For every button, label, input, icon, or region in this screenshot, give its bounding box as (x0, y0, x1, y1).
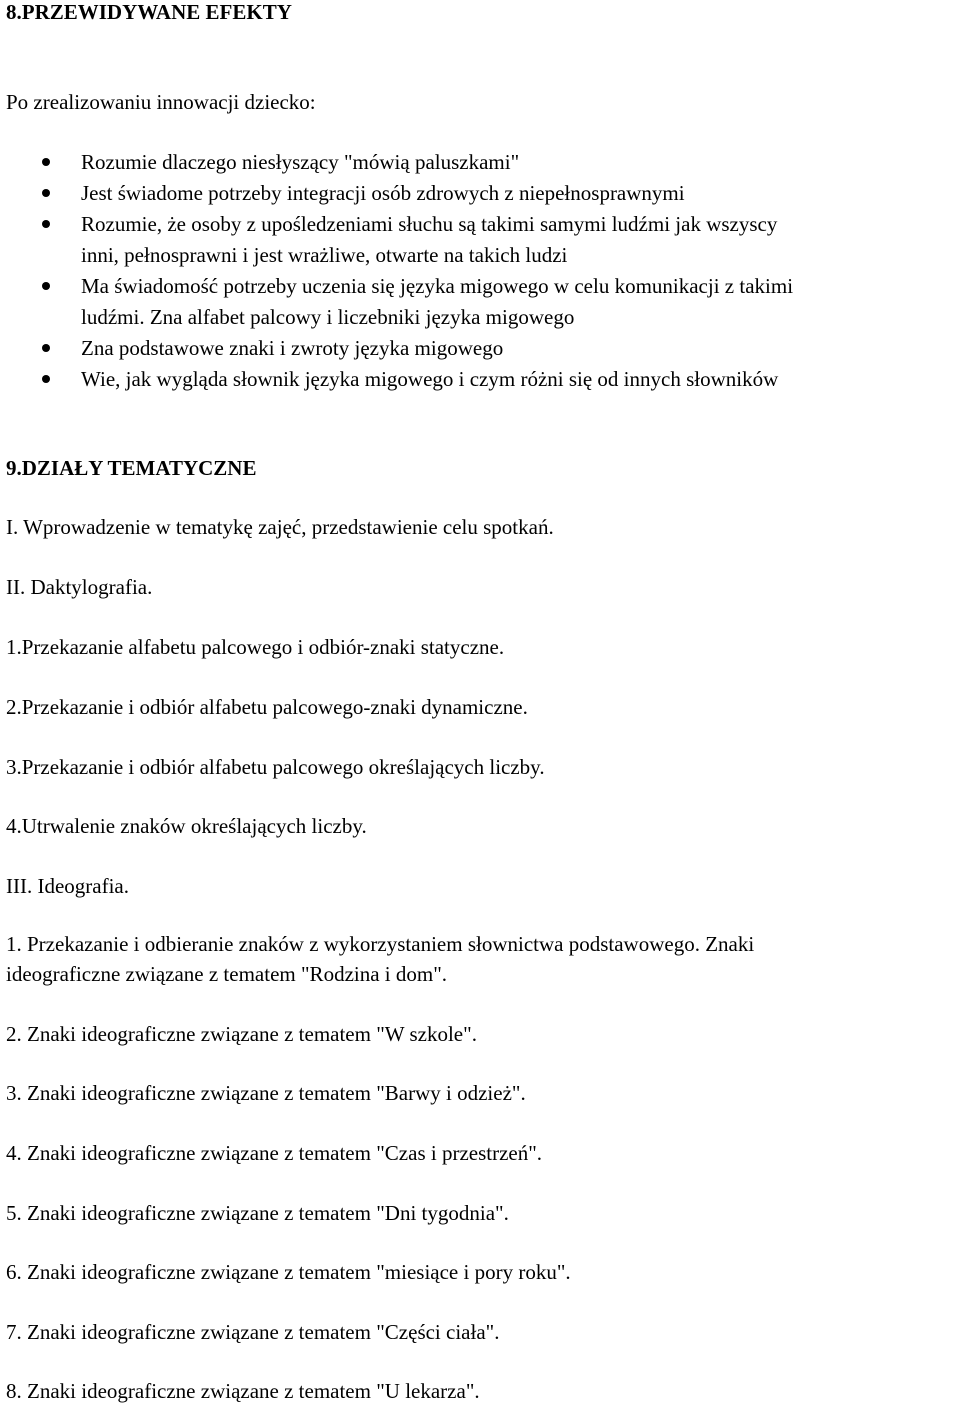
topic-line: 5. Znaki ideograficzne związane z tematem "Dni tygodnia". (6, 1201, 509, 1225)
topic-line: 1.Przekazanie alfabetu palcowego i odbiór-znaki statyczne. (6, 635, 505, 659)
topic-line: 8. Znaki ideograficzne związane z tematem "U lekarza". (6, 1379, 480, 1403)
topic-line: 1. Przekazanie i odbieranie znaków z wykorzystaniem słownictwa podstawowego. Znaki (6, 932, 755, 956)
list-item-continuation: ludźmi. Zna alfabet palcowy i liczebniki języka migowego (81, 305, 575, 329)
list-item-text: Jest świadome potrzeby integracji osób zdrowych z niepełnosprawnymi (81, 181, 685, 205)
bullet-icon (42, 282, 50, 290)
list-item (0, 333, 960, 363)
topic-line: 2.Przekazanie i odbiór alfabetu palcowego-znaki dynamiczne. (6, 695, 528, 719)
list-item (0, 178, 960, 208)
list-item-text: Rozumie dlaczego niesłyszący "mówią paluszkami" (81, 150, 520, 174)
bullet-icon (42, 189, 50, 197)
list-item (0, 364, 960, 394)
topic-line: 3.Przekazanie i odbiór alfabetu palcowego określających liczby. (6, 755, 545, 779)
topic-line: 4. Znaki ideograficzne związane z tematem "Czas i przestrzeń". (6, 1141, 543, 1165)
topic-line: 4.Utrwalenie znaków określających liczby. (6, 814, 367, 838)
bullet-icon (42, 344, 50, 352)
topic-line: ideograficzne związane z tematem "Rodzina i dom". (6, 962, 448, 986)
list-item (0, 209, 960, 239)
list-item (0, 271, 960, 301)
list-item-text: Wie, jak wygląda słownik języka migowego i czym różni się od innych słowników (81, 367, 779, 391)
topic-line: III. Ideografia. (6, 874, 130, 898)
topic-line: 6. Znaki ideograficzne związane z tematem "miesiące i pory roku". (6, 1260, 571, 1284)
section-9-heading: 9.DZIAŁY TEMATYCZNE (6, 456, 257, 480)
section-8-heading: 8.PRZEWIDYWANE EFEKTY (6, 0, 292, 24)
topic-line: 2. Znaki ideograficzne związane z tematem "W szkole". (6, 1022, 477, 1046)
section-8-intro: Po zrealizowaniu innowacji dziecko: (6, 90, 316, 114)
topic-line: 3. Znaki ideograficzne związane z tematem "Barwy i odzież". (6, 1081, 526, 1105)
bullet-icon (42, 220, 50, 228)
list-item-continuation: inni, pełnosprawni i jest wrażliwe, otwarte na takich ludzi (81, 243, 568, 267)
list-item-text: Rozumie, że osoby z upośledzeniami słuchu są takimi samymi ludźmi jak wszyscy (81, 212, 778, 236)
topic-line: I. Wprowadzenie w tematykę zajęć, przedstawienie celu spotkań. (6, 515, 554, 539)
topic-line: 7. Znaki ideograficzne związane z tematem "Części ciała". (6, 1320, 500, 1344)
bullet-icon (42, 375, 50, 383)
list-item-text: Ma świadomość potrzeby uczenia się języka migowego w celu komunikacji z takimi (81, 274, 794, 298)
list-item (0, 147, 960, 177)
bullet-icon (42, 158, 50, 166)
topic-line: II. Daktylografia. (6, 575, 153, 599)
list-item-text: Zna podstawowe znaki i zwroty języka migowego (81, 336, 504, 360)
